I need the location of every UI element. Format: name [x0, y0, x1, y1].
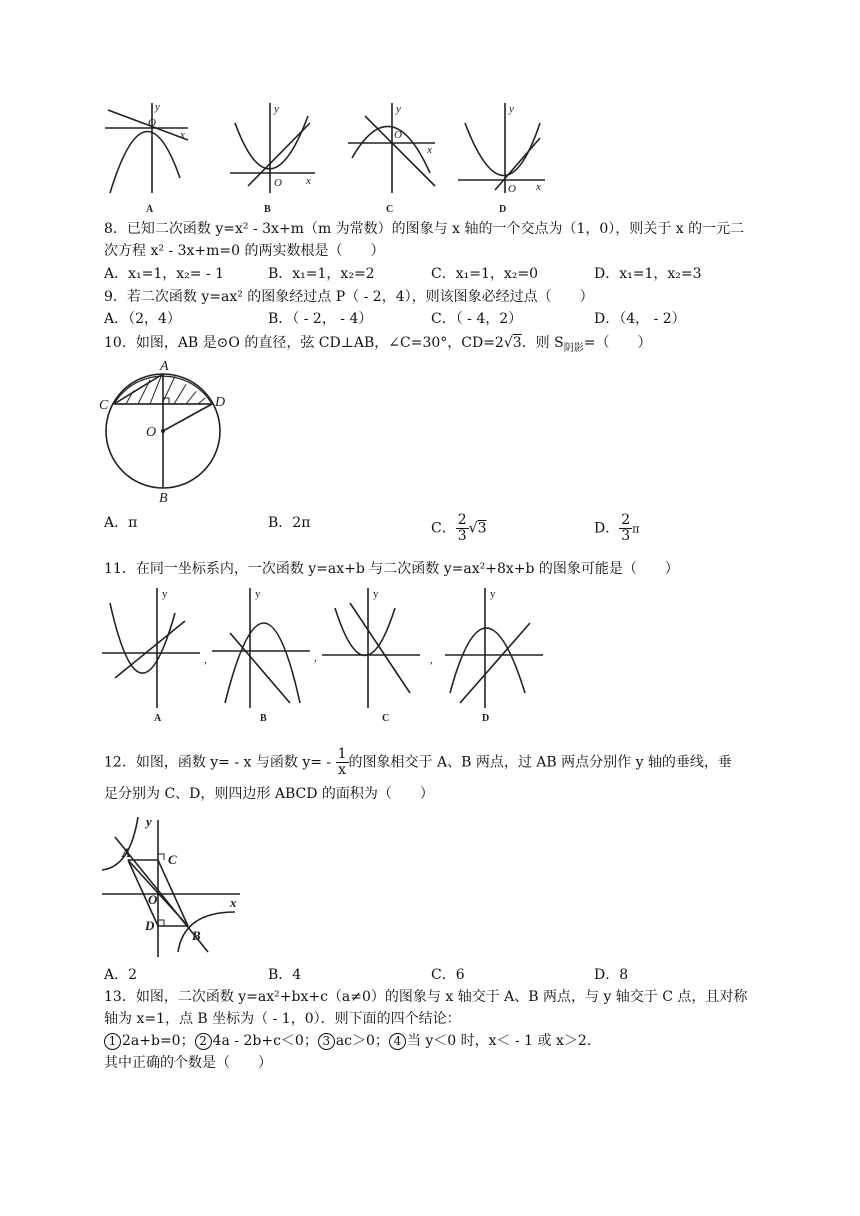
q10-option-d-prefix: D． [594, 520, 620, 537]
svg-text:x: x [536, 181, 541, 193]
q10-option-c-prefix: C． [431, 520, 456, 537]
svg-text:,: , [430, 654, 433, 666]
q10-sqrt: √3 [503, 335, 522, 351]
q10-option-d-pi: π [632, 522, 640, 536]
q10-text-c: =（ ） [583, 335, 652, 351]
q13-circled-3: 3 [318, 1033, 335, 1050]
svg-text:y: y [490, 588, 496, 600]
q13-circled-1: 1 [104, 1033, 121, 1050]
q7-label-c: C [386, 204, 394, 215]
q7-graphs-figure [100, 98, 550, 216]
q7-label-a: A [146, 204, 154, 215]
q10-option-d [594, 513, 639, 544]
q12-label-y: y [146, 814, 152, 829]
q8-line1: 8．已知二次函数 y=x² - 3x+m（m 为常数）的图象与 x 轴的一个交点为（1，0），则关于 x 的一元二 [104, 221, 745, 237]
q10-segment-od [163, 404, 212, 431]
q10-option-a: A．π [104, 515, 138, 531]
q12-label-x: x [230, 895, 237, 910]
q10-label-a: A [160, 359, 169, 374]
svg-text:x: x [306, 175, 311, 187]
q12-fraction: $\frac{1}{x}$ [337, 746, 347, 778]
q7-label-d: D [499, 204, 507, 215]
q13-line3 [104, 1031, 601, 1051]
q12-graph-figure [100, 812, 250, 960]
q12-option-d: D．8 [594, 967, 629, 983]
q12-label-b: B [192, 928, 201, 943]
q9-option-a: A．（2，4） [104, 311, 181, 327]
q10-label-d: D [215, 395, 226, 410]
q10-text-a: 10．如图，AB 是⊙O 的直径，弦 CD⊥AB，∠C=30°，CD=2 [104, 335, 504, 351]
svg-text:y: y [162, 588, 168, 600]
q12-segment-cb [158, 860, 188, 926]
q8-option-b: B．x₁=1，x₂=2 [268, 266, 375, 282]
q7c-parabola [352, 126, 430, 173]
q10-option-c-fraction: $\frac{2}{3}$ [457, 512, 467, 544]
svg-text:y: y [255, 588, 261, 600]
q10-option-c-sqrt: √3 [468, 520, 487, 537]
svg-text:O: O [148, 117, 156, 129]
svg-text:y: y [509, 103, 514, 115]
svg-text:x: x [427, 144, 432, 156]
q9-option-b: B．（ - 2， - 4） [268, 311, 373, 327]
svg-text:y: y [396, 103, 401, 115]
q12-text-b: 的图象相交于 A、B 两点，过 AB 两点分别作 y 轴的垂线，垂 [348, 754, 732, 771]
q10-circle-svg [96, 356, 246, 506]
q10-text-b: ．则 S [521, 335, 564, 351]
q12-line1 [104, 747, 732, 778]
q7d-parabola [465, 123, 540, 176]
q13-circled-4: 4 [389, 1033, 406, 1050]
q8-option-c: C．x₁=1，x₂=0 [431, 266, 539, 282]
q13-circled-2: 2 [195, 1033, 212, 1050]
q10-label-o: O [146, 425, 157, 440]
svg-text:y: y [155, 101, 160, 113]
q10-line1 [104, 333, 651, 359]
q11-line1: 11．在同一坐标系内，一次函数 y=ax+b 与二次函数 y=ax²+8x+b 的图象可能是（ ） [104, 561, 679, 577]
q13-line1: 13．如图，二次函数 y=ax²+bx+c（a≠0）的图象与 x 轴交于 A、B 两点，与 y 轴交于 C 点，且对称 [104, 989, 748, 1005]
q12-label-d: D [145, 918, 155, 933]
q13-line4: 其中正确的个数是（ ） [104, 1055, 272, 1071]
svg-text:y: y [274, 103, 279, 115]
q12-option-c: C．6 [431, 967, 465, 983]
q7c-line [365, 116, 435, 186]
q13-conclusion-2: 4a - 2b+c＜0； [212, 1033, 318, 1049]
q8-option-d: D．x₁=1，x₂=3 [594, 266, 702, 282]
q11-label-a: A [154, 713, 162, 724]
q12-graph-svg [100, 812, 250, 960]
svg-text:,: , [204, 654, 207, 666]
q12-label-o: O [148, 892, 158, 907]
q8-option-a: A．x₁=1，x₂= - 1 [104, 266, 225, 282]
q7b-parabola [235, 116, 308, 169]
q12-option-a: A．2 [104, 967, 138, 983]
q11-label-b: B [260, 713, 267, 724]
svg-text:y: y [373, 588, 379, 600]
q10-label-c: C [99, 398, 109, 413]
svg-text:O: O [508, 183, 516, 195]
q10-sub-shadow: 阴影 [563, 342, 584, 354]
q12-line2: 足分别为 C、D，则四边形 ABCD 的面积为（ ） [104, 786, 434, 802]
q11-graphs-svg [100, 583, 545, 725]
q12-hyperbola-right [178, 912, 235, 952]
svg-text:O: O [274, 177, 282, 189]
q7a-parabola [110, 131, 180, 193]
svg-text:x: x [180, 129, 185, 141]
q12-option-b: B．4 [268, 967, 302, 983]
q11-label-c: C [382, 713, 390, 724]
q11-label-d: D [482, 713, 490, 724]
q12-text-a: 12．如图，函数 y= - x 与函数 y= - [104, 754, 336, 771]
q10-option-c [431, 513, 486, 544]
q11-graphs-figure [100, 583, 545, 725]
q13-conclusion-1: 2a+b=0； [122, 1033, 195, 1049]
q10-option-d-fraction: $\frac{2}{3}$ [621, 512, 631, 544]
q8-line2: 次方程 x² - 3x+m=0 的两实数根是（ ） [104, 243, 385, 259]
q7-graphs-svg [100, 98, 550, 216]
svg-text:O: O [394, 129, 402, 141]
q13-conclusion-4: 当 y＜0 时，x＜ - 1 或 x＞2． [406, 1033, 601, 1049]
svg-text:,: , [314, 652, 317, 664]
q7-label-b: B [264, 204, 271, 215]
q13-conclusion-3: ac＞0； [335, 1033, 389, 1049]
q7d-line [495, 138, 540, 190]
q9-line1: 9．若二次函数 y=ax² 的图象经过点 P（ - 2，4），则该图象必经过点（ ） [104, 289, 594, 305]
q10-option-b: B．2π [268, 515, 311, 531]
q9-option-c: C．（ - 4，2） [431, 311, 523, 327]
q10-label-b: B [159, 491, 168, 506]
q10-circle-figure [96, 356, 246, 506]
q13-line2: 轴为 x=1，点 B 坐标为（ - 1，0）．则下面的四个结论： [104, 1011, 461, 1027]
q12-label-c: C [168, 852, 177, 867]
q9-option-d: D．（4， - 2） [594, 311, 686, 327]
q12-label-a: A [122, 845, 131, 860]
